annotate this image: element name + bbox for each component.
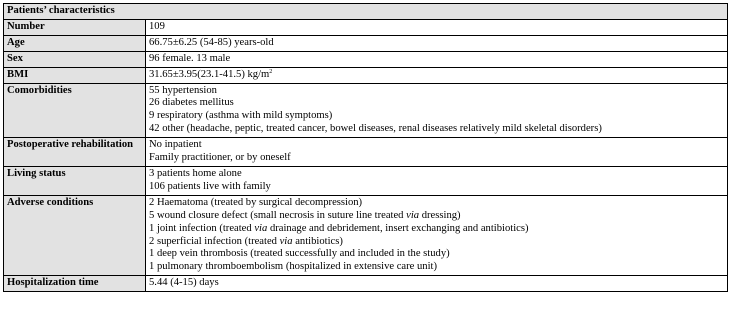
table-row <box>4 51 728 67</box>
row-label-adverse-conditions: Adverse conditions <box>4 195 146 275</box>
value-line: 2 superficial infection (treated via antibiotics) <box>149 235 343 247</box>
value-line: Family practitioner, or by oneself <box>149 152 291 164</box>
value-line: 106 patients live with family <box>149 180 271 192</box>
row-value-sex <box>146 51 728 67</box>
table-row <box>4 83 728 138</box>
table-row <box>4 276 728 292</box>
row-label-comorbidities: Comorbidities <box>4 83 146 138</box>
value-line <box>149 69 724 82</box>
row-label-bmi: BMI <box>4 67 146 83</box>
value-line: 42 other (headache, peptic, treated cancer, bowel diseases, renal diseases relatively mild skeletal disorders) <box>149 123 602 135</box>
row-label-postoperative-rehabilitation: Postoperative rehabilitation <box>4 138 146 167</box>
italic-via: via <box>406 209 420 221</box>
patients-characteristics-table <box>3 3 728 292</box>
row-value-living-status <box>146 166 728 195</box>
row-label-hospitalization-time: Hospitalization time <box>4 276 146 292</box>
table-header-row <box>4 4 728 20</box>
value-line: 109 <box>149 20 165 32</box>
bmi-value-text: 31.65±3.95(23.1-41.5) kg/m <box>149 68 270 80</box>
value-line: 1 pulmonary thromboembolism (hospitalized in extensive care unit) <box>149 261 438 273</box>
value-line: 96 female. 13 male <box>149 52 231 64</box>
row-value-bmi <box>146 67 728 83</box>
row-label-living-status: Living status <box>4 166 146 195</box>
table-title: Patients’ characteristics <box>4 4 728 20</box>
value-line: 26 diabetes mellitus <box>149 97 234 109</box>
value-line: 1 joint infection (treated via drainage and debridement, insert exchanging and antibiotics) <box>149 222 529 234</box>
table-row <box>4 195 728 275</box>
table-row <box>4 138 728 167</box>
value-line: 55 hypertension <box>149 84 217 96</box>
italic-via: via <box>279 235 293 247</box>
row-label-sex: Sex <box>4 51 146 67</box>
row-label-number: Number <box>4 19 146 35</box>
row-value-postoperative-rehabilitation <box>146 138 728 167</box>
value-line: 2 Haematoma (treated by surgical decompression) <box>149 196 363 208</box>
table-row <box>4 19 728 35</box>
value-line: 5 wound closure defect (small necrosis in suture line treated via dressing) <box>149 209 461 221</box>
value-line: 5.44 (4-15) days <box>149 277 219 289</box>
row-value-number <box>146 19 728 35</box>
value-line: 66.75±6.25 (54-85) years-old <box>149 36 274 48</box>
bmi-unit-superscript: 2 <box>269 68 273 75</box>
row-value-adverse-conditions <box>146 195 728 275</box>
row-value-age <box>146 35 728 51</box>
table-row <box>4 67 728 83</box>
row-label-age: Age <box>4 35 146 51</box>
row-value-comorbidities <box>146 83 728 138</box>
value-line: No inpatient <box>149 139 202 151</box>
table-row <box>4 35 728 51</box>
value-line: 9 respiratory (asthma with mild symptoms) <box>149 110 333 122</box>
value-line: 3 patients home alone <box>149 167 242 179</box>
italic-via: via <box>254 222 268 234</box>
value-line: 1 deep vein thrombosis (treated successfully and included in the study) <box>149 248 450 260</box>
table-row <box>4 166 728 195</box>
row-value-hospitalization-time <box>146 276 728 292</box>
